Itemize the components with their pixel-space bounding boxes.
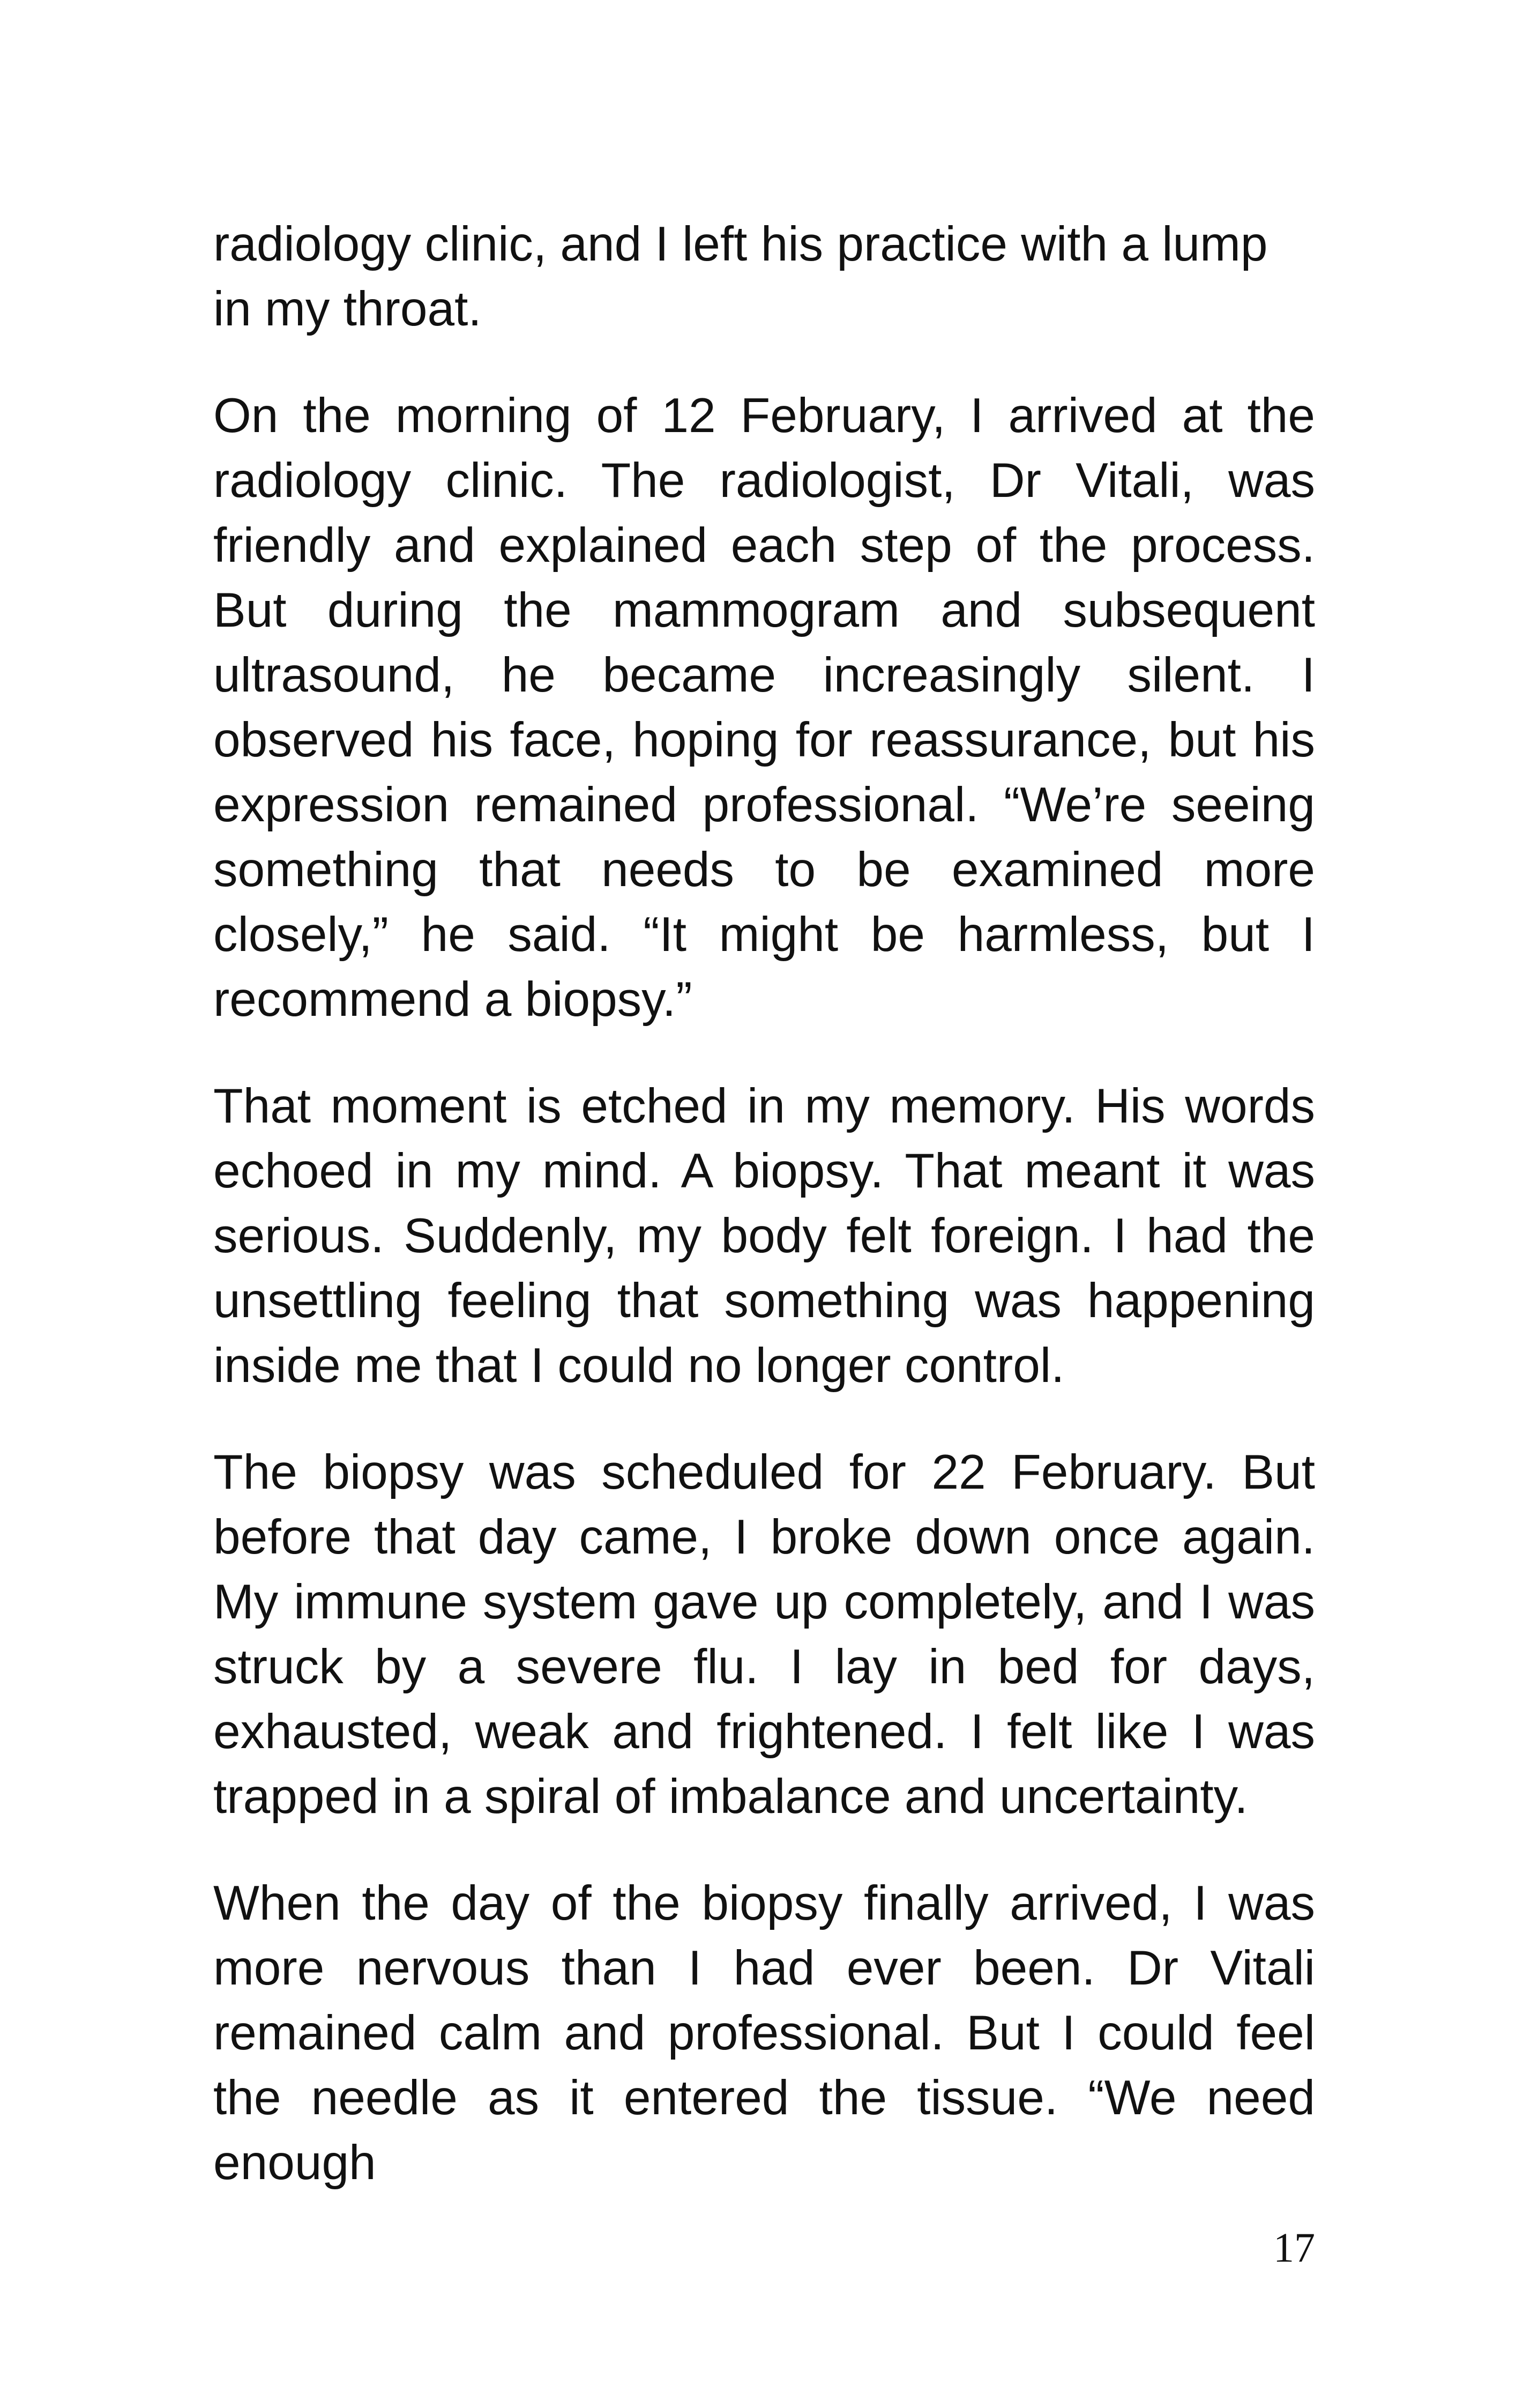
paragraph-biopsy-day: When the day of the biopsy finally arrived, I was more nervous than I had ever been. Dr Vitali remained calm and professional. But I could feel the needle as it entered the tissue. “We need enough [213, 1876, 1315, 2190]
paragraph-etched-memory: That moment is etched in my memory. His words echoed in my mind. A biopsy. That meant it was serious. Suddenly, my body felt foreign. I had the unsettling feeling that something was happening inside me that I could no longer control. [213, 1079, 1315, 1393]
paragraph-continued: radiology clinic, and I left his practice with a lump in my throat. [213, 217, 1268, 336]
page-number: 17 [1273, 2224, 1315, 2271]
body-text [213, 212, 1315, 2237]
paragraph-radiology-visit: On the morning of 12 February, I arrived at the radiology clinic. The radiologist, Dr Vitali, was friendly and explained each step of the process. But during the mammogram and subsequent ultrasound, he became increasingly silent. I observed his face, hoping for reassurance, but his expression remained professional. “We’re seeing something that needs to be examined more closely,” he said. “It might be harmless, but I recommend a biopsy.” [213, 389, 1315, 1027]
paragraph-biopsy-scheduled: The biopsy was scheduled for 22 February. But before that day came, I broke down once again. My immune system gave up completely, and I was struck by a severe flu. I lay in bed for days, exhausted, weak and frightened. I felt like I was trapped in a spiral of imbalance and uncertainty. [213, 1445, 1315, 1824]
